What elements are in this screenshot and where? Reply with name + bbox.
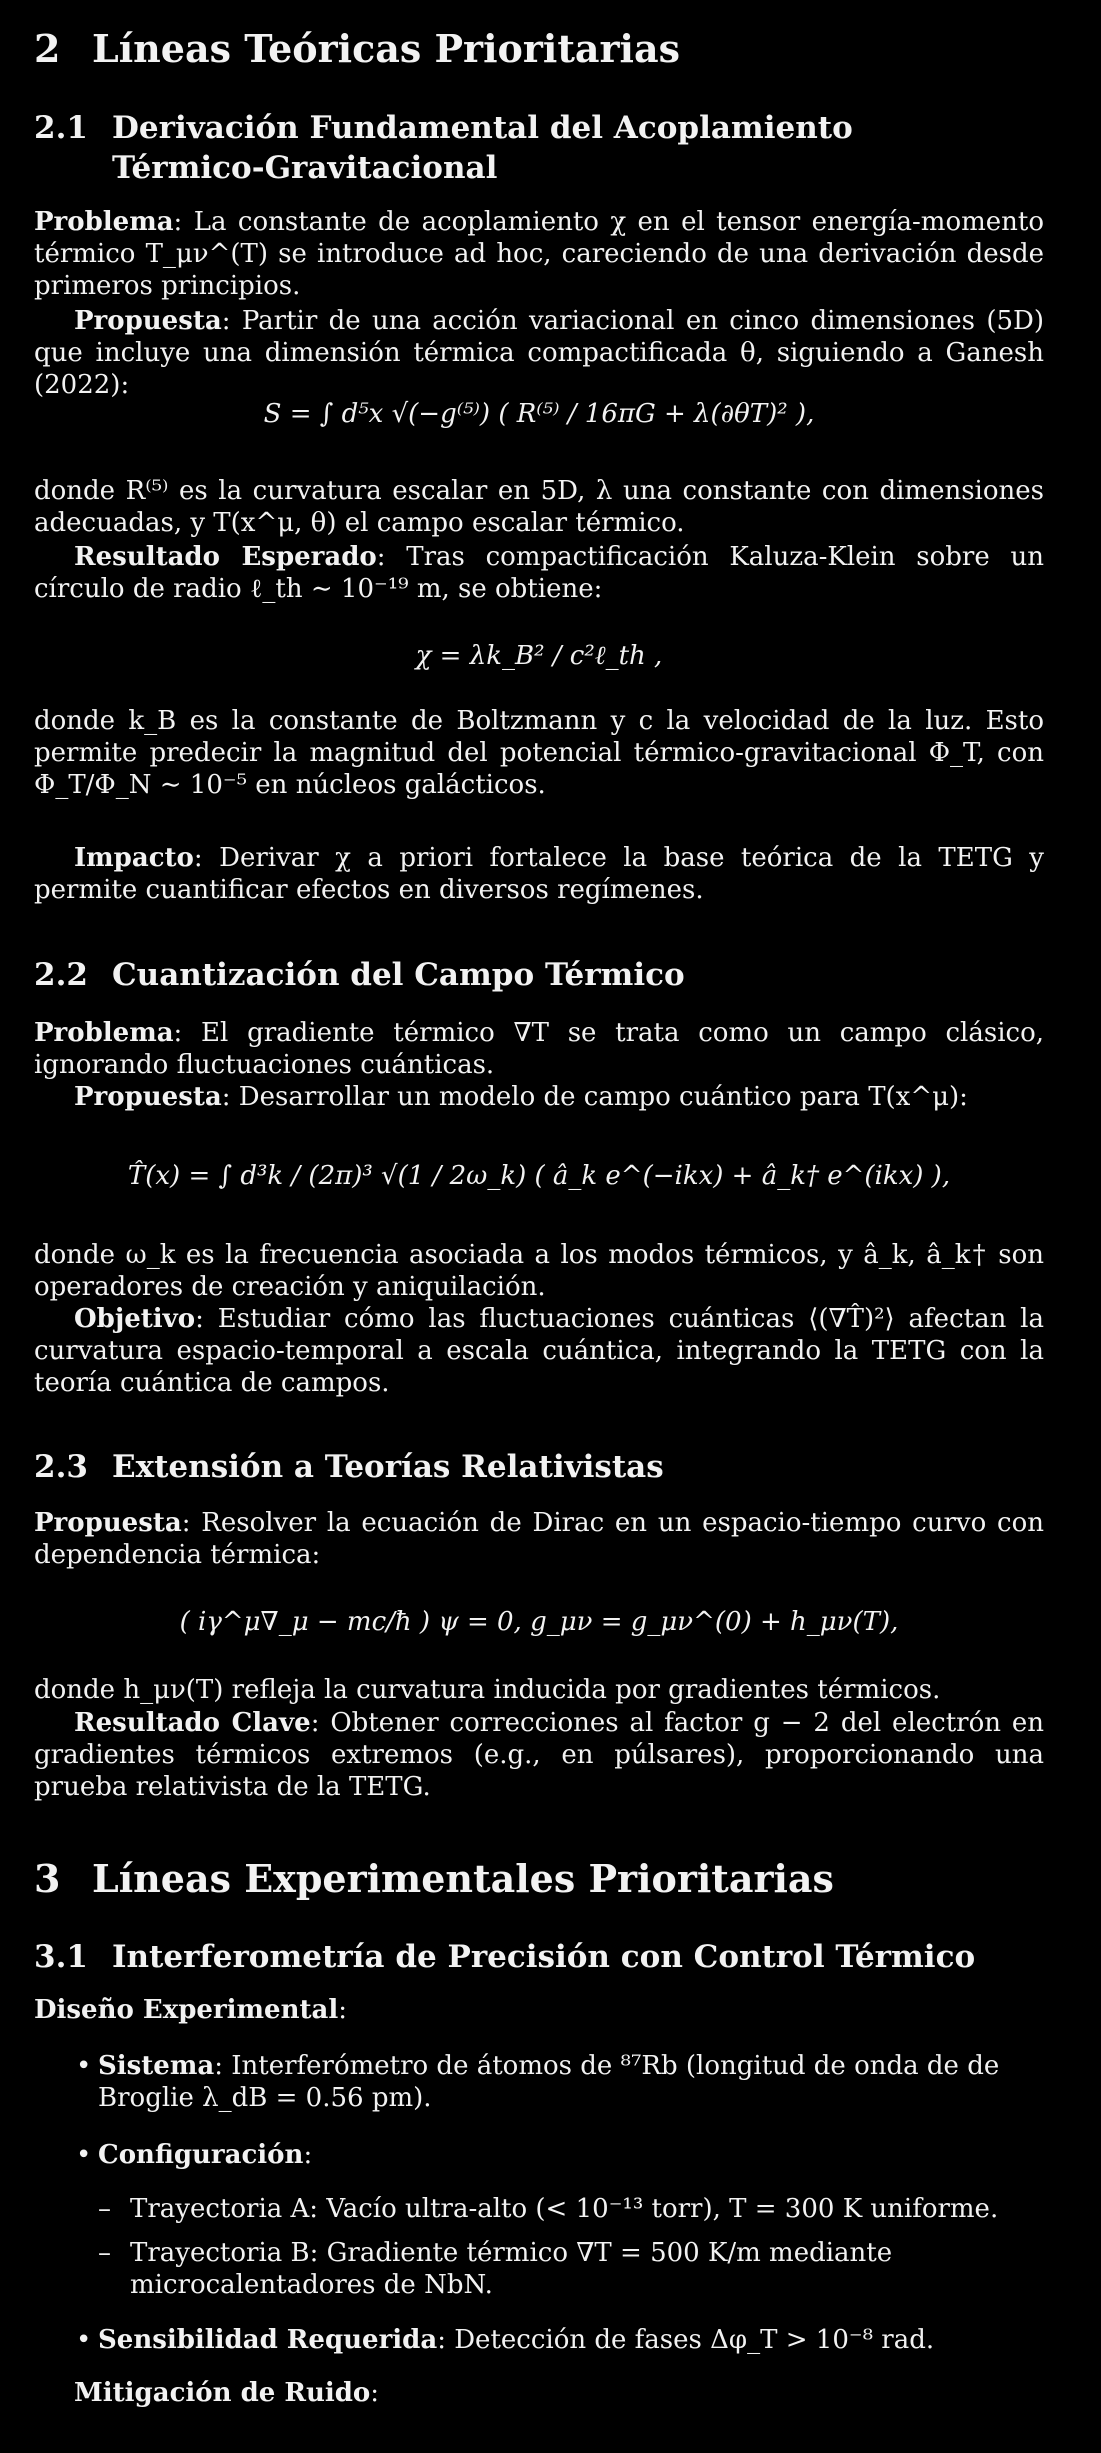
paragraph-label: Resultado Clave xyxy=(74,1708,311,1738)
paragraph-text: : Partir de una acción variacional en cinco dimensiones (5D) que incluye una dimensión térmica compactificada θ, siguiendo a Ganesh (2022): xyxy=(34,306,1044,400)
paragraph-text: : Estudiar cómo las fluctuaciones cuánticas ⟨(∇T̂)²⟩ afectan la curvatura espacio-temporal a escala cuántica, integrando la TETG con la teoría cuántica de campos. xyxy=(34,1304,1044,1398)
section-number: 2 xyxy=(34,26,61,71)
equation-action: S = ∫ d⁵x √(−g⁽⁵⁾) ( R⁽⁵⁾ / 16πG + λ(∂θT)² ), xyxy=(263,399,815,429)
paragraph-text: : Obtener correcciones al factor g − 2 del electrón en gradientes térmicos extremos (e.g., en púlsares), proporcionando una prueba relativista de la TETG. xyxy=(34,1708,1044,1802)
section-heading xyxy=(34,26,680,71)
item-text: : Detección de fases Δφ_T > 10⁻⁸ rad. xyxy=(437,2325,935,2355)
section-title: Líneas Teóricas Prioritarias xyxy=(92,26,680,71)
paragraph-label: Propuesta xyxy=(74,306,222,336)
paragraph-label: Objetivo xyxy=(74,1304,196,1334)
paragraph-label: Mitigación de Ruido xyxy=(74,2378,371,2408)
item-label: Sistema xyxy=(98,2051,215,2081)
equation-field-operator: T̂(x) = ∫ d³k / (2π)³ √(1 / 2ω_k) ( â_k e^(−ikx) + â_k† e^(ikx) ), xyxy=(127,1161,951,1191)
list-item-trajectory-a: – Trayectoria A: Vacío ultra-alto (< 10⁻¹³ torr), T = 300 K uniforme. xyxy=(34,2193,1044,2225)
list-item-configuration xyxy=(34,2139,1044,2171)
paragraph-label: Diseño Experimental xyxy=(34,1995,339,2025)
noise-heading xyxy=(34,2377,1084,2409)
paragraph-text: : Desarrollar un modelo de campo cuántico para T(x^μ): xyxy=(221,1082,968,1112)
section-heading xyxy=(34,1856,834,1901)
subsection-heading xyxy=(34,1447,1012,1487)
paragraph-proposal xyxy=(34,1507,1044,1571)
equation-dirac: ( iγ^μ∇_μ − mc/ħ ) ψ = 0, g_μν = g_μν^(0) + h_μν(T), xyxy=(179,1607,899,1637)
design-list xyxy=(34,2324,1044,2356)
item-label: Sensibilidad Requerida xyxy=(98,2325,438,2355)
design-list xyxy=(34,2050,1044,2114)
paragraph-proposal xyxy=(34,305,1044,401)
subsection-heading xyxy=(34,108,1012,188)
subsection-title: Derivación Fundamental del Acoplamiento Térmico-Gravitacional xyxy=(112,110,853,186)
paragraph-text: donde k_B es la constante de Boltzmann y c la velocidad de la luz. Esto permite predecir la magnitud del potencial térmico-gravitacional Φ_T, con Φ_T/Φ_N ∼ 10⁻⁵ en núcleos galácticos. xyxy=(34,706,1044,800)
paragraph-text: donde R⁽⁵⁾ es la curvatura escalar en 5D, λ una constante con dimensiones adecuadas, y T(x^μ, θ) el campo escalar térmico. xyxy=(34,476,1044,538)
paragraph-label: Problema xyxy=(34,1018,174,1048)
paragraph-result xyxy=(34,1707,1044,1803)
list-item-system xyxy=(34,2050,1044,2114)
paragraph-text: : La constante de acoplamiento χ en el tensor energía-momento térmico T_μν^(T) se introduce ad hoc, careciendo de una derivación desde primeros principios. xyxy=(34,207,1044,301)
subsection-title: Interferometría de Precisión con Control Térmico xyxy=(112,1939,976,1975)
subsection-heading xyxy=(34,955,1012,995)
item-label: Configuración xyxy=(98,2140,304,2170)
design-heading xyxy=(34,1994,1044,2026)
subsection-number: 3.1 xyxy=(34,1939,88,1975)
item-text: : Interferómetro de átomos de ⁸⁷Rb (longitud de onda de de Broglie λ_dB = 0.56 pm). xyxy=(98,2051,1000,2113)
equation-chi: χ = λk_B² / c²ℓ_th , xyxy=(415,641,663,671)
subsection-number: 2.2 xyxy=(34,957,88,993)
subsection-heading xyxy=(34,1937,1012,1977)
paragraph-label: Impacto xyxy=(74,843,194,873)
label-colon: : xyxy=(303,2140,313,2170)
subsection-title: Extensión a Teorías Relativistas xyxy=(112,1449,664,1485)
section-title: Líneas Experimentales Prioritarias xyxy=(92,1856,834,1901)
paragraph-label: Propuesta xyxy=(74,1082,222,1112)
paragraph-label: Problema xyxy=(34,207,174,237)
subsection-number: 2.1 xyxy=(34,110,88,146)
subsection-title: Cuantización del Campo Térmico xyxy=(112,957,685,993)
label-colon: : xyxy=(370,2378,380,2408)
paragraph-text: : El gradiente térmico ∇T se trata como un campo clásico, ignorando fluctuaciones cuánticas. xyxy=(34,1018,1044,1080)
paragraph-text: : Tras compactificación Kaluza-Klein sobre un círculo de radio ℓ_th ∼ 10⁻¹⁹ m, se obtiene: xyxy=(34,542,1044,604)
paragraph-impact xyxy=(34,842,1044,906)
paragraph-text: donde ω_k es la frecuencia asociada a los modos térmicos, y â_k, â_k† son operadores de creación y aniquilación. xyxy=(34,1240,1044,1302)
design-list xyxy=(34,2139,1044,2171)
paragraph-problem xyxy=(34,206,1044,302)
configuration-sublist xyxy=(34,2193,1044,2225)
paragraph-label: Propuesta xyxy=(34,1508,182,1538)
subsection-number: 2.3 xyxy=(34,1449,88,1485)
paragraph-result xyxy=(34,541,1044,605)
configuration-sublist xyxy=(34,2237,1044,2301)
paragraph-text: : Derivar χ a priori fortalece la base teórica de la TETG y permite cuantificar efectos en diversos regímenes. xyxy=(34,843,1044,905)
paragraph-proposal xyxy=(34,1081,1044,1113)
paragraph-objective xyxy=(34,1303,1044,1399)
list-item-trajectory-b: – Trayectoria B: Gradiente térmico ∇T = 500 K/m mediante microcalentadores de NbN. xyxy=(34,2237,1044,2301)
paragraph-problem xyxy=(34,1017,1044,1081)
paragraph-text: donde h_μν(T) refleja la curvatura inducida por gradientes térmicos. xyxy=(34,1675,941,1705)
paragraph-text: : Resolver la ecuación de Dirac en un espacio-tiempo curvo con dependencia térmica: xyxy=(34,1508,1044,1570)
label-colon: : xyxy=(338,1995,347,2025)
list-item-sensitivity xyxy=(34,2324,1044,2356)
section-number: 3 xyxy=(34,1856,61,1901)
paragraph-label: Resultado Esperado xyxy=(74,542,377,572)
